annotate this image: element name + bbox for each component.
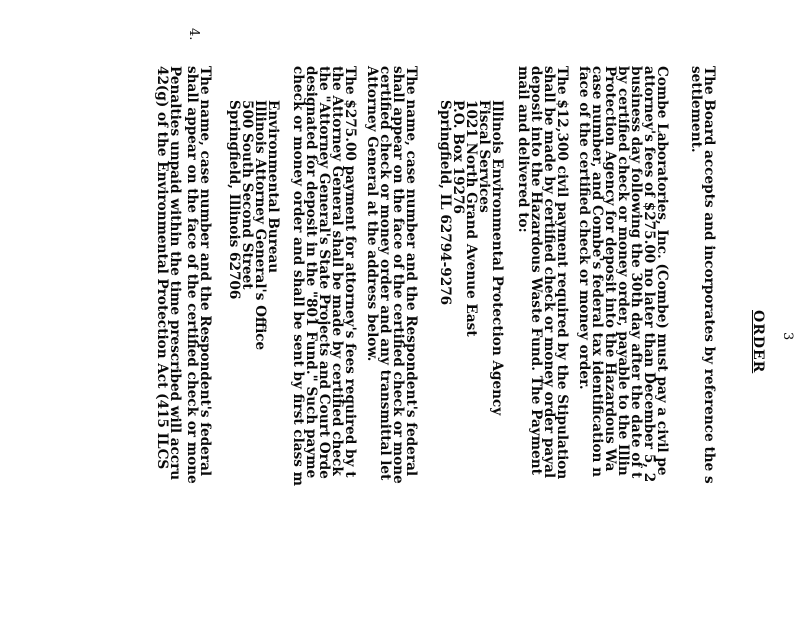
text-line: settlement. <box>688 66 704 153</box>
address-attorney-general <box>227 100 279 350</box>
text-line: designated for deposit in the "801 Fund." Such payme <box>303 66 319 479</box>
address-line: Fiscal Services <box>476 100 492 213</box>
paragraph-2 <box>577 66 668 626</box>
text-line: Penalties unpaid within the time prescribed will accru <box>167 66 183 481</box>
text-line: Attorney General at the address below. <box>364 66 380 362</box>
text-line: Combe Laboratories, Inc. (Combe) must pay a civil pe <box>654 66 670 476</box>
paragraph-6 <box>185 66 211 626</box>
paragraph-5 <box>291 66 356 626</box>
text-line: The Board accepts and incorporates by reference the s <box>701 66 717 484</box>
text-line: The name, case number and the Respondent's federal <box>197 66 213 477</box>
order-heading: ORDER <box>750 310 766 374</box>
text-line: shall appear on the face of the certified check or mone <box>390 66 406 484</box>
address-line: P.O. Box 19276 <box>450 100 466 214</box>
list-number-4: 4. <box>186 28 201 41</box>
paragraph-4 <box>365 66 417 626</box>
address-line: Springfield, Illinois 62706 <box>226 100 242 300</box>
text-line: shall appear on the face of the certified check or mone <box>184 66 200 484</box>
paragraph-3 <box>516 66 568 626</box>
address-line: Illinois Attorney General's Office <box>252 100 268 351</box>
text-line: The $275.00 payment for attorney's fees required by t <box>342 66 358 478</box>
text-line: mail and delivered to: <box>515 66 531 233</box>
text-line: deposit into the Hazardous Waste Fund. The Payment <box>528 66 544 475</box>
text-line: attorney's fees of $275.00 no later than December 5, 2 <box>641 66 657 483</box>
text-line: The $12,300 civil payment required by the Stipulation <box>554 66 570 480</box>
address-line: Illinois Environmental Protection Agency <box>489 100 505 416</box>
text-line: Protection Agency for deposit into the Hazardous Wa <box>602 66 618 472</box>
text-line: by certified check or money order, payable to the Illin <box>615 66 631 476</box>
text-line: shall be made by certified check or money order payal <box>541 66 557 479</box>
address-line: Springfield, IL 62794-9276 <box>437 100 453 306</box>
paragraph-7 <box>155 66 181 626</box>
text-line: check or money order and shall be sent by first class m <box>290 66 306 487</box>
text-line: business day following the 30th day after the date of t <box>628 66 644 479</box>
text-line: the Attorney General shall be made by certified check <box>329 66 345 476</box>
text-line: certified check or money order and any transmittal let <box>377 66 393 481</box>
text-line: case number, and Combe's federal tax identification n <box>589 66 605 478</box>
address-line: 1021 North Grand Avenue East <box>463 100 479 337</box>
text-line: face of the certified check or money order. <box>576 66 592 390</box>
text-line: The name, case number and the Respondent's federal <box>403 66 419 477</box>
page-number-top: 3 <box>780 332 795 341</box>
address-line: 500 South Second Street <box>239 100 255 290</box>
paragraph-1 <box>689 66 715 626</box>
text-line: the "Attorney General's State Projects and Court Orde <box>316 66 332 479</box>
address-line: Environmental Bureau <box>265 100 281 274</box>
text-line: 42(g) of the Environmental Protection Act (415 ILCS <box>154 66 170 470</box>
address-agency <box>438 100 503 415</box>
